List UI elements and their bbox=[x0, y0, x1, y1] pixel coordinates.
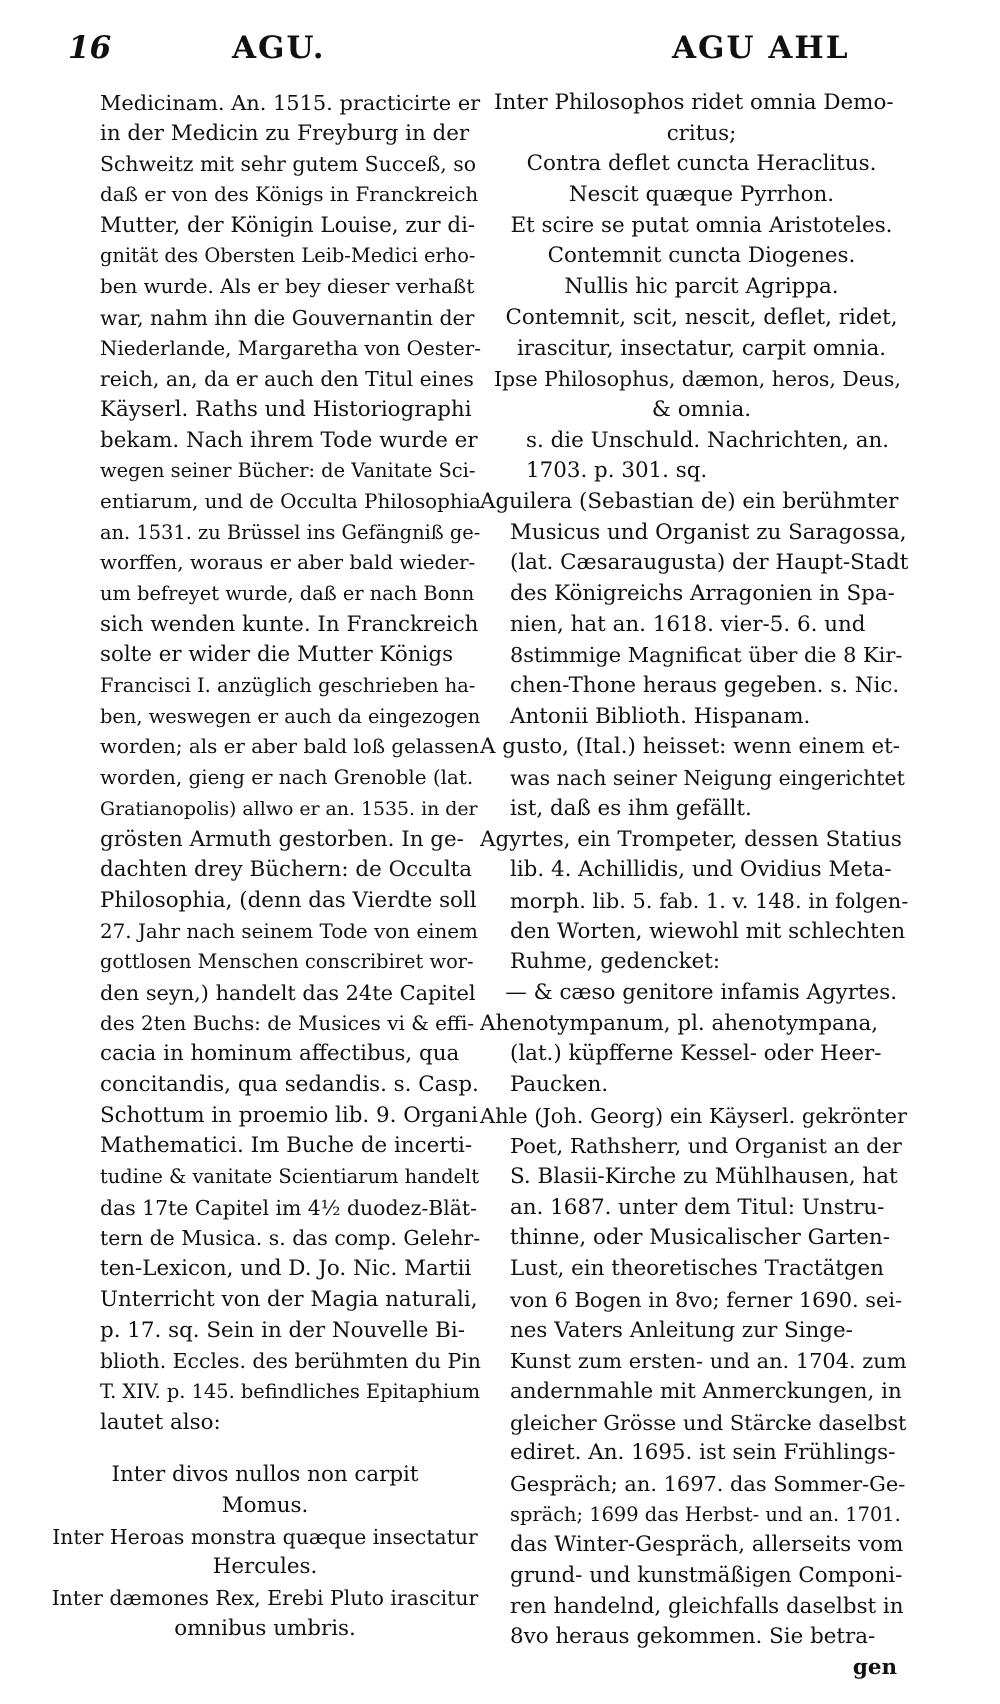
verse-line: Ipse Philosophus, dæmon, heros, Deus, bbox=[494, 367, 901, 392]
text-line: 8vo heraus gekommen. Sie betra- bbox=[510, 1624, 876, 1650]
text-line: lib. 4. Achillidis, und Ovidius Meta- bbox=[510, 857, 892, 883]
entry-headword-line: Aguilera (Sebastian de) ein berühmter bbox=[480, 488, 899, 514]
text-line: nes Vaters Anleitung zur Singe- bbox=[510, 1317, 853, 1343]
text-line: das 17te Capitel im 4½ duodez-Blät- bbox=[100, 1195, 477, 1220]
right-running-head: AGU AHL bbox=[672, 30, 850, 66]
epitaph-verse-continued bbox=[494, 88, 909, 426]
text-line: gnität des Obersten Leib-Medici erho- bbox=[100, 244, 476, 268]
entry-headword-line: A gusto, (Ital.) heisset: wenn einem et- bbox=[480, 734, 901, 760]
verse-line: Inter Philosophos ridet omnia Demo- bbox=[494, 90, 894, 115]
entry-headword-line: Ahenotympanum, pl. ahenotympana, bbox=[480, 1010, 879, 1036]
verse-line: Inter divos nullos non carpit bbox=[111, 1462, 419, 1488]
text-line: worden, gieng er nach Grenoble (lat. bbox=[100, 766, 474, 790]
text-line: nien, hat an. 1618. vier-5. 6. und bbox=[510, 611, 866, 637]
text-line: Mathematici. Im Buche de incerti- bbox=[100, 1133, 473, 1159]
text-line: Francisci I. anzüglich geschrieben ha- bbox=[100, 674, 476, 698]
text-line: des Königreichs Arragonien in Spa- bbox=[510, 581, 895, 606]
text-line: ben wurde. Als er bey dieser verhaßt bbox=[100, 275, 475, 299]
verse-line: Contemnit, scit, nescit, deflet, ridet, bbox=[505, 304, 898, 330]
left-running-head: AGU. bbox=[232, 30, 326, 66]
text-line: 8stimmige Magnificat über die 8 Kir- bbox=[510, 643, 903, 668]
text-line: worffen, woraus er aber bald wieder- bbox=[100, 551, 476, 575]
text-line: an. 1687. unter dem Titul: Unstru- bbox=[510, 1194, 885, 1220]
text-line: Antonii Biblioth. Hispanam. bbox=[510, 703, 811, 729]
text-line: in der Medicin zu Freyburg in der bbox=[100, 120, 470, 146]
text-line: gleicher Grösse und Stärcke daselbst bbox=[510, 1410, 907, 1435]
text-line: Niederlande, Margaretha von Oester- bbox=[100, 336, 481, 360]
entry-a-gusto bbox=[480, 732, 909, 824]
text-line: p. 17. sq. Sein in der Nouvelle Bi- bbox=[100, 1317, 465, 1343]
text-line: morph. lib. 5. fab. 1. v. 148. in folgen- bbox=[510, 888, 909, 913]
text-line: Paucken. bbox=[510, 1072, 609, 1097]
text-line: solte er wider die Mutter Königs bbox=[100, 642, 454, 668]
text-line: des 2ten Buchs: de Musices vi & effi- bbox=[100, 1011, 475, 1035]
text-line: entiarum, und de Occulta Philosophia bbox=[100, 489, 481, 513]
text-line: Gratianopolis) allwo er an. 1535. in der bbox=[100, 797, 478, 820]
text-line: reich, an, da er auch den Titul eines bbox=[100, 367, 474, 392]
text-line: von 6 Bogen in 8vo; ferner 1690. sei- bbox=[510, 1287, 903, 1312]
verse-line: Inter Heroas monstra quæque insectatur bbox=[52, 1524, 478, 1549]
left-column bbox=[51, 88, 482, 1644]
text-line: blioth. Eccles. des berühmten du Pin bbox=[100, 1349, 481, 1374]
verse-line: Nullis hic parcit Agrippa. bbox=[564, 274, 839, 300]
verse-line: Nescit quæque Pyrrhon. bbox=[568, 182, 835, 208]
quotation-line: — & cæso genitore infamis Agyrtes. bbox=[505, 979, 897, 1005]
text-line: 1703. p. 301. sq. bbox=[526, 458, 708, 484]
text-line: T. XIV. p. 145. befindliches Epitaphium bbox=[100, 1379, 481, 1403]
text-line: spräch; 1699 das Herbst- und an. 1701. bbox=[510, 1502, 901, 1526]
text-line: was nach seiner Neigung eingerichtet bbox=[510, 766, 905, 791]
page-number: 16 bbox=[68, 30, 112, 66]
text-line: (lat.) küpfferne Kessel- oder Heer- bbox=[510, 1041, 882, 1067]
text-line: Lust, ein theoretisches Tractätgen bbox=[510, 1256, 884, 1282]
verse-line: Inter dæmones Rex, Erebi Pluto irascitur bbox=[51, 1586, 479, 1610]
verse-line: critus; bbox=[666, 120, 737, 146]
text-line: ten-Lexicon, und D. Jo. Nic. Martii bbox=[100, 1256, 472, 1282]
text-line: das Winter-Gespräch, allerseits vom bbox=[510, 1532, 904, 1558]
verse-line: Contemnit cuncta Diogenes. bbox=[547, 243, 856, 269]
text-line: s. die Unschuld. Nachrichten, an. bbox=[526, 427, 890, 453]
right-column bbox=[480, 88, 909, 1684]
text-line: lautet also: bbox=[100, 1409, 221, 1435]
text-line: Philosophia, (denn das Vierdte soll bbox=[100, 887, 477, 913]
entry-ahle bbox=[480, 1101, 909, 1684]
text-line: Kunst zum ersten- und an. 1704. zum bbox=[510, 1349, 907, 1374]
text-line: Schweitz mit sehr gutem Succeß, so bbox=[100, 152, 477, 177]
text-line: ist, daß es ihm gefällt. bbox=[510, 795, 752, 821]
text-line: thinne, oder Musicalischer Garten- bbox=[510, 1225, 890, 1251]
text-line: wegen seiner Bücher: de Vanitate Sci- bbox=[100, 459, 476, 483]
agrippa-entry-text bbox=[100, 88, 482, 1438]
verse-line: Momus. bbox=[221, 1492, 309, 1518]
text-line: den seyn,) handelt das 24te Capitel bbox=[100, 980, 476, 1005]
source-reference bbox=[494, 426, 909, 487]
text-line: concitandis, qua sedandis. s. Casp. bbox=[100, 1072, 479, 1097]
verse-line: Et scire se putat omnia Aristoteles. bbox=[510, 212, 893, 238]
text-line: 27. Jahr nach seinem Tode von einem bbox=[100, 919, 478, 943]
text-line: andernmahle mit Anmerckungen, in bbox=[510, 1378, 902, 1404]
text-line: tudine & vanitate Scientiarum handelt bbox=[100, 1165, 480, 1189]
text-line: Schottum in proemio lib. 9. Organi bbox=[100, 1102, 479, 1128]
text-line: ben, weswegen er auch da eingezogen bbox=[100, 704, 481, 728]
text-line: um befreyet wurde, daß er nach Bonn bbox=[100, 582, 475, 605]
text-line: an. 1531. zu Brüssel ins Gefängniß ge- bbox=[100, 520, 481, 544]
entry-aguilera bbox=[480, 487, 909, 733]
text-line: Mutter, der Königin Louise, zur di- bbox=[100, 212, 476, 238]
text-line: worden; als er aber bald loß gelassen bbox=[100, 735, 480, 759]
text-line: Unterricht von der Magia naturali, bbox=[100, 1286, 478, 1312]
entry-headword-line: Agyrtes, ein Trompeter, dessen Statius bbox=[480, 826, 902, 852]
catchword: gen bbox=[852, 1655, 897, 1681]
text-line: daß er von des Königs in Franckreich bbox=[100, 183, 479, 207]
text-line: (lat. Cæsaraugusta) der Haupt-Stadt bbox=[510, 550, 909, 576]
text-line: tern de Musica. s. das comp. Gelehr- bbox=[100, 1226, 481, 1251]
text-line: gottlosen Menschen conscribiret wor- bbox=[100, 950, 474, 974]
text-line: Gespräch; an. 1697. das Sommer-Ge- bbox=[510, 1471, 906, 1496]
text-line: Ruhme, gedencket: bbox=[510, 949, 721, 975]
entry-headword-line: Ahle (Joh. Georg) ein Käyserl. gekrönter bbox=[480, 1103, 908, 1128]
text-line: grund- und kunstmäßigen Componi- bbox=[510, 1563, 903, 1588]
verse-line: omnibus umbris. bbox=[174, 1615, 356, 1641]
text-line: bekam. Nach ihrem Tode wurde er bbox=[100, 427, 478, 453]
text-line: den Worten, wiewohl mit schlechten bbox=[510, 918, 906, 944]
text-line: Medicinam. An. 1515. practicirte er bbox=[100, 91, 481, 115]
epitaph-verse bbox=[48, 1460, 482, 1644]
text-line: ediret. An. 1695. ist sein Frühlings- bbox=[510, 1440, 896, 1466]
text-line: chen-Thone heraus gegeben. s. Nic. bbox=[510, 673, 900, 699]
verse-line: Hercules. bbox=[212, 1554, 318, 1580]
entry-ahenotympanum bbox=[480, 1009, 909, 1101]
text-line: sich wenden kunte. In Franckreich bbox=[100, 611, 479, 637]
text-line: dachten drey Büchern: de Occulta bbox=[100, 857, 473, 883]
text-line: Musicus und Organist zu Saragossa, bbox=[510, 519, 907, 545]
verse-line: irascitur, insectatur, carpit omnia. bbox=[516, 335, 887, 361]
text-line: ren handelnd, gleichfalls daselbst in bbox=[510, 1593, 904, 1619]
text-line: Poet, Rathsherr, und Organist an der bbox=[510, 1134, 902, 1159]
text-line: S. Blasii-Kirche zu Mühlhausen, hat bbox=[510, 1164, 898, 1190]
text-line: grösten Armuth gestorben. In ge- bbox=[100, 826, 464, 852]
text-line: cacia in hominum affectibus, qua bbox=[100, 1041, 460, 1067]
verse-line: & omnia. bbox=[651, 396, 752, 422]
entry-agyrtes bbox=[480, 825, 909, 1009]
verse-line: Contra deflet cuncta Heraclitus. bbox=[526, 151, 877, 177]
text-line: Käyserl. Raths und Historiographi bbox=[100, 396, 472, 422]
text-line: war, nahm ihn die Gouvernantin der bbox=[100, 305, 475, 330]
